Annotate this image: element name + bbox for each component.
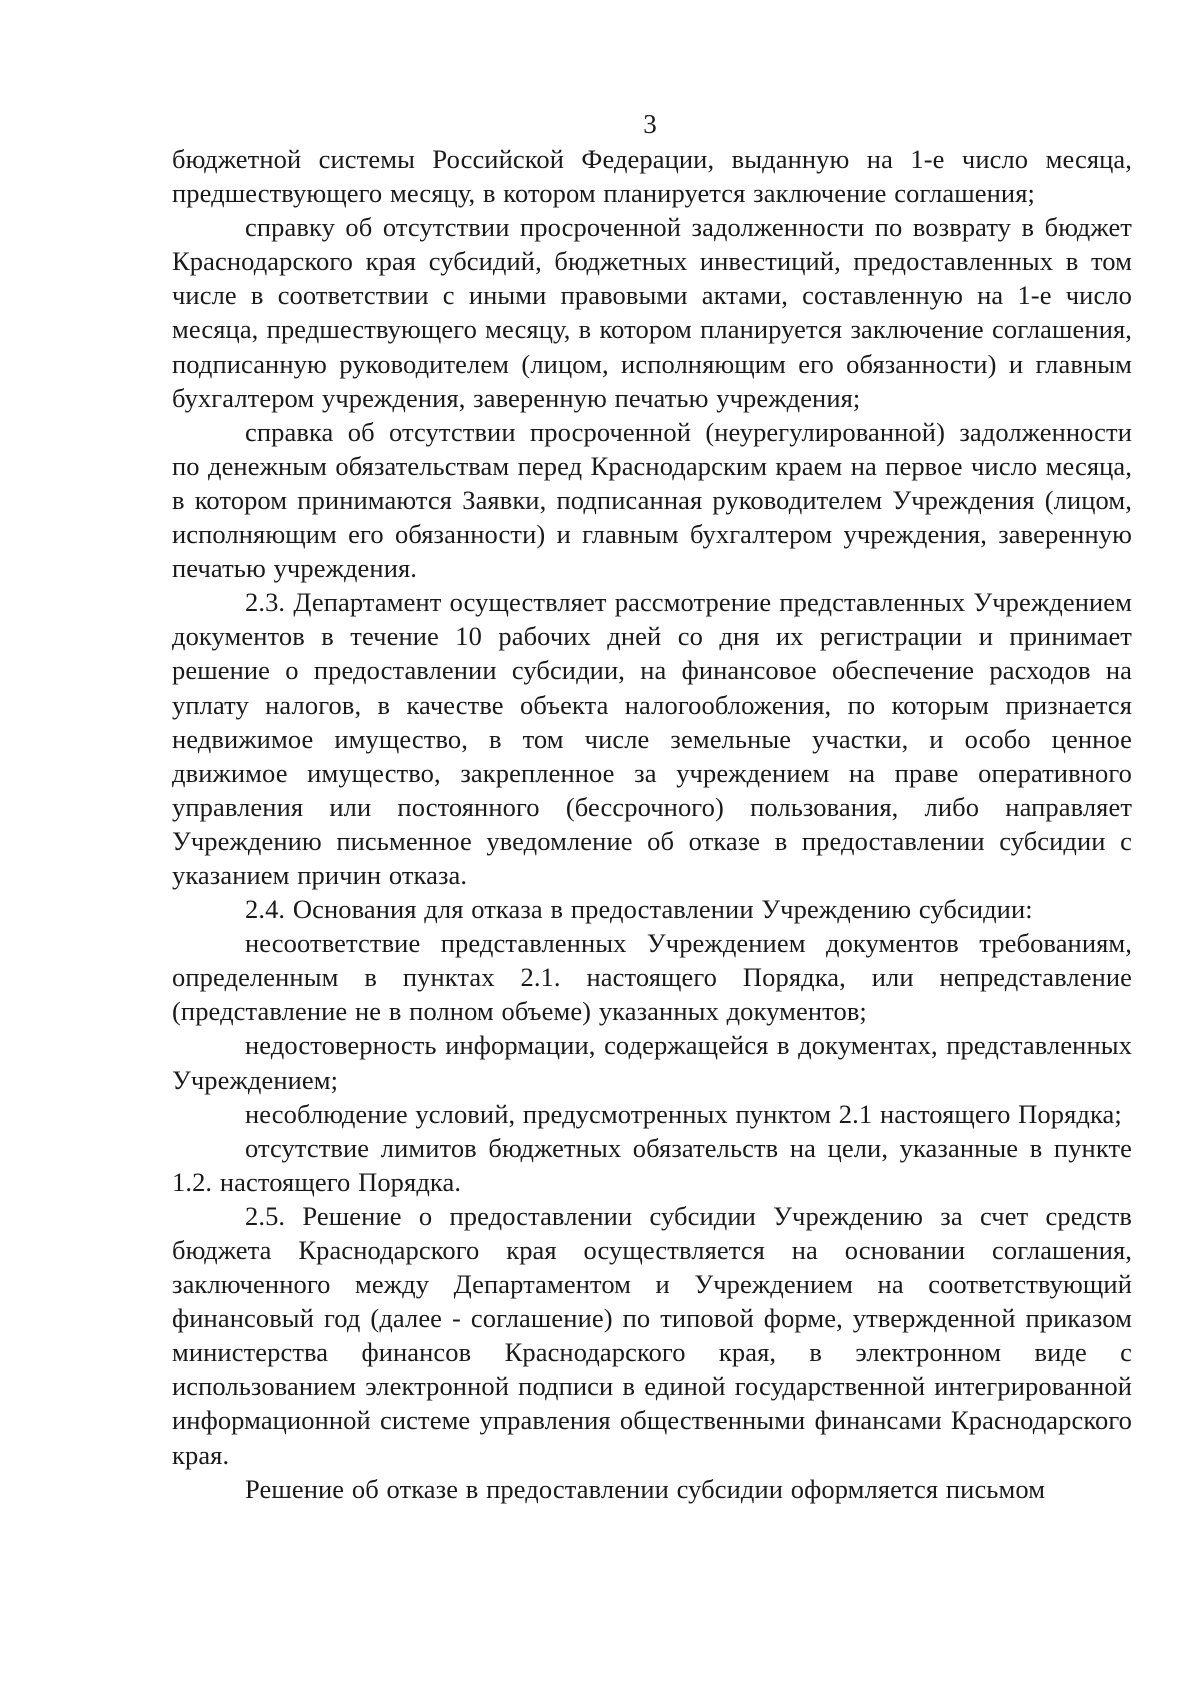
paragraph-conditions-not-met: несоблюдение условий, предусмотренных пунктом 2.1 настоящего Порядка; bbox=[245, 1098, 1122, 1129]
document-body bbox=[172, 142, 1132, 1506]
paragraph-refusal-letter: Решение об отказе в предоставлении субсидии оформляется письмом bbox=[245, 1473, 1046, 1504]
paragraph-2-3-review: 2.3. Департамент осуществляет рассмотрение представленных Учреждением документов в течение 10 рабочих дней со дня их регистрации и принимает решение о предоставлении субсидии, на финансовое обеспечение расходов на уплату налогов, в качестве объекта налогообложения, по которым признается недвижимое имущество, в том числе земельные участки, и особо ценное движимое имущество, закрепленное за учреждением на праве оперативного управления или постоянного (бессрочного) пользования, либо направляет Учреждению письменное уведомление об отказе в предоставлении субсидии с указанием причин отказа. bbox=[172, 587, 1132, 890]
paragraph-unsettled-debt-certificate: справка об отсутствии просроченной (неурегулированной) задолженности по денежным обязательствам перед Краснодарским краем на первое число месяца, в котором принимаются Заявки, подписанная руководителем Учреждения (лицом, исполняющим его обязанности) и главным бухгалтером учреждения, заверенную печатью учреждения. bbox=[172, 416, 1132, 584]
paragraph-2-5-subsidy-decision: 2.5. Решение о предоставлении субсидии Учреждению за счет средств бюджета Краснодарского края осуществляется на основании соглашения, заключенного между Департаментом и Учреждением на соответствующий финансовый год (далее - соглашение) по типовой форме, утвержденной приказом министерства финансов Краснодарского края, в электронном виде с использованием электронной подписи в единой государственной интегрированной информационной системе управления общественными финансами Краснодарского края. bbox=[172, 1200, 1132, 1470]
paragraph-overdue-debt-certificate: справку об отсутствии просроченной задолженности по возврату в бюджет Краснодарского края субсидий, бюджетных инвестиций, предоставленных в том числе в соответствии с иными правовыми актами, составленную на 1-е число месяца, предшествующего месяцу, в котором планируется заключение соглашения, подписанную руководителем (лицом, исполняющим его обязанности) и главным бухгалтером учреждения, заверенную печатью учреждения; bbox=[172, 212, 1132, 413]
paragraph-no-budget-limits: отсутствие лимитов бюджетных обязательств на цели, указанные в пункте 1.2. настоящего Порядка. bbox=[172, 1132, 1132, 1197]
paragraph-unreliable-information: недостоверность информации, содержащейся в документах, представленных Учреждением; bbox=[172, 1030, 1132, 1095]
page-number: 3 bbox=[643, 109, 657, 139]
paragraph-2-4-refusal-grounds: 2.4. Основания для отказа в предоставлении Учреждению субсидии: bbox=[245, 894, 1033, 925]
paragraph-document-mismatch: несоответствие представленных Учреждением документов требованиям, определенным в пунктах 2.1. настоящего Порядка, или непредставление (представление не в полном объеме) указанных документов; bbox=[172, 928, 1132, 1027]
paragraph-budget-system-continuation: бюджетной системы Российской Федерации, выданную на 1-е число месяца, предшествующего месяцу, в котором планируется заключение соглашения; bbox=[172, 144, 1132, 209]
